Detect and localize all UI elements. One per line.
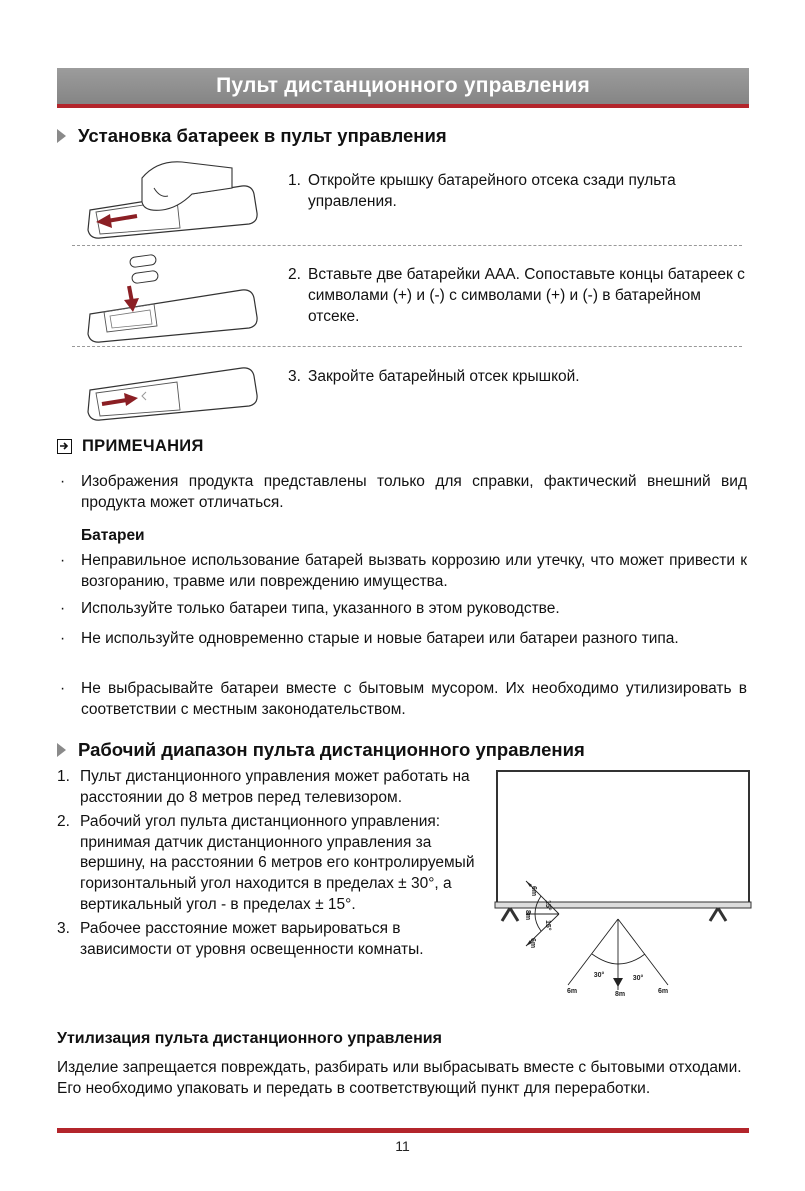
label-left-distance: 6m — [566, 988, 578, 995]
section-triangle-icon — [57, 743, 66, 757]
battery-note-4 — [57, 678, 747, 720]
install-step-3 — [288, 366, 748, 387]
footer-rule — [57, 1128, 749, 1133]
tv-range-diagram — [480, 768, 770, 998]
label-side-top-angle: 15° — [544, 900, 551, 911]
item-number: 2. — [57, 813, 70, 831]
label-side-mid-distance: 8m — [524, 910, 531, 921]
notes-heading-text: ПРИМЕЧАНИЯ — [82, 437, 204, 455]
range-item-3 — [57, 919, 482, 960]
label-right-angle: 30° — [632, 975, 644, 982]
item-text: Рабочий угол пульта дистанционного управления: принимая датчик дистанционного управления за вершину, на расстоянии 6 метров его контролируемый горизонтальный угол находится в пределах ± 30°, а вертикальный угол - в пределах ± 15°. — [80, 813, 475, 913]
note-text: Изображения продукта представлены только для справки, фактический внешний вид продукта может отличаться. — [81, 473, 747, 511]
divider — [72, 245, 742, 246]
divider — [72, 346, 742, 347]
bullet: · — [60, 552, 66, 569]
range-list — [57, 767, 482, 964]
step-number: 2. — [288, 266, 301, 283]
disposal-line-1: Изделие запрещается повреждать, разбирать или выбрасывать вместе с бытовыми отходами. — [57, 1059, 742, 1076]
install-heading-text: Установка батареек в пульт управления — [78, 125, 447, 146]
label-center-distance: 8m — [614, 991, 626, 998]
step-text: Закройте батарейный отсек крышкой. — [308, 368, 580, 385]
label-left-angle: 30° — [593, 972, 605, 979]
bullet: · — [60, 680, 66, 697]
bullet: · — [60, 630, 66, 647]
range-heading-text: Рабочий диапазон пульта дистанционного управления — [78, 739, 585, 760]
step-text: Откройте крышку батарейного отсека сзади пульта управления. — [308, 172, 676, 210]
bullet: · — [60, 473, 66, 490]
range-section-heading — [57, 739, 585, 761]
remote-close-cover-illustration — [82, 360, 262, 430]
note-icon — [57, 439, 72, 454]
note-text: Используйте только батареи типа, указанного в этом руководстве. — [81, 600, 560, 617]
page-banner — [57, 68, 749, 108]
item-number: 1. — [57, 768, 70, 785]
label-side-bottom-distance: 6m — [529, 938, 536, 949]
bullet: · — [60, 600, 66, 617]
label-side-bottom-angle: 15° — [544, 920, 551, 931]
note-text: Не используйте одновременно старые и новые батареи или батареи разного типа. — [81, 630, 679, 647]
step-text: Вставьте две батарейки AAA. Сопоставьте концы батареек с символами (+) и (-) с символами (+) и (-) в батарейном отсеке. — [308, 266, 745, 325]
remote-insert-batteries-illustration — [82, 252, 262, 347]
install-step-2 — [288, 264, 748, 327]
section-triangle-icon — [57, 129, 66, 143]
range-item-1 — [57, 767, 482, 808]
item-text: Пульт дистанционного управления может работать на расстоянии до 8 метров перед телевизором. — [80, 768, 470, 806]
step-number: 3. — [288, 368, 301, 385]
battery-note-3 — [57, 628, 747, 649]
disposal-line-2: Его необходимо упаковать и передать в соответствующий пункт для переработки. — [57, 1079, 651, 1097]
disposal-heading: Утилизация пульта дистанционного управления — [57, 1030, 442, 1047]
step-number: 1. — [288, 172, 301, 189]
note-text: Неправильное использование батарей вызвать коррозию или утечку, что может привести к возгоранию, травме или повреждению имущества. — [81, 552, 747, 590]
page-title: Пульт дистанционного управления — [216, 74, 590, 97]
install-step-1 — [288, 170, 748, 212]
remote-open-cover-illustration — [82, 158, 262, 243]
notes-heading — [57, 437, 204, 456]
range-item-2 — [57, 812, 482, 915]
batteries-subheading: Батареи — [81, 527, 145, 544]
item-number: 3. — [57, 920, 70, 938]
page-number: 11 — [395, 1138, 410, 1154]
battery-note-2 — [57, 598, 747, 619]
disposal-text — [57, 1058, 757, 1099]
install-section-heading — [57, 125, 447, 147]
battery-note-1 — [57, 550, 747, 592]
item-text: Рабочее расстояние может варьироваться в зависимости от уровня освещенности комнаты. — [80, 920, 424, 958]
note-item-general — [57, 471, 747, 513]
label-side-top-distance: 6m — [530, 886, 537, 897]
note-text: Не выбрасывайте батареи вместе с бытовым мусором. Их необходимо утилизировать в соответствии с местным законодательством. — [81, 680, 747, 718]
label-right-distance: 6m — [657, 988, 669, 995]
